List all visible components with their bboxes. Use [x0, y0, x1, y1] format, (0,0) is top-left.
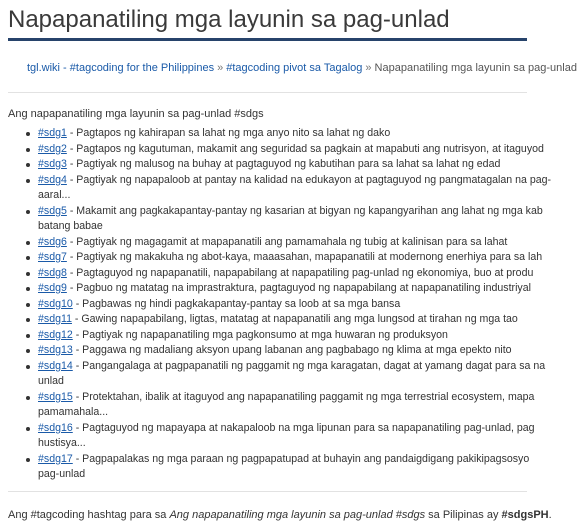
sdg-description: - Pagtiyak ng malusog na buhay at pagtaguyod ng kabutihan para sa lahat sa lahat ng edad: [66, 158, 501, 170]
sdg-description: - Makamit ang pagkakapantay-pantay ng kasarian at bigyan ng kapangyarihan ang lahat ng mga kab: [66, 204, 543, 217]
sdg-tag-link[interactable]: #sdg8: [38, 266, 67, 279]
sdg-description: - Gawing napapabilang, ligtas, matatag at napapanatili ang mga lungsod at tirahan ng mga tao: [71, 313, 518, 325]
footer-pre: Ang #tagcoding hashtag para sa: [8, 509, 170, 521]
sdg-description: - Pagtiyak ng napapanatiling mga pagkonsumo at mga huwaran ng produksyon: [72, 328, 448, 341]
sdg-description: - Pangangalaga at pagpapanatili ng paggamit ng mga karagatan, dagat at yamang dagat para sa na: [72, 359, 546, 372]
list-item: [38, 157, 527, 173]
list-item: [38, 142, 544, 158]
breadcrumb-separator: »: [365, 62, 372, 74]
footer-italic: Ang napapanatiling mga layunin sa pag-unlad #sdgs: [169, 509, 426, 521]
sdg-description: - Pagtiyak ng makakuha ng abot-kaya, maaasahan, mapapanatili at modernong enerhiya para sa lah: [66, 251, 543, 263]
list-item: [38, 266, 534, 282]
list-item: [38, 297, 527, 313]
title-underline: [8, 38, 527, 41]
breadcrumb-link-pivot[interactable]: #tagcoding pivot sa Tagalog: [226, 62, 363, 74]
sdg-description-continued: batang babae: [38, 220, 103, 232]
breadcrumb-separator: »: [217, 62, 224, 74]
divider: [8, 491, 527, 492]
list-item: [38, 359, 546, 390]
sdg-description: - Pagpapalakas ng mga paraan ng pagpapatupad at buhayin ang pandaigdigang pakikipagsosyo: [72, 452, 530, 465]
footer-hashtag: #sdgsPH: [501, 509, 549, 521]
footer-text: [8, 509, 552, 521]
sdg-description: - Pagtaguyod ng napapanatili, napapabilang at napapatiling pag-unlad ng ekonomiya, buo at produ: [66, 266, 534, 279]
sdg-tag-link[interactable]: #sdg16: [38, 421, 73, 434]
sdg-description: - Pagtaguyod ng mapayapa at nakapaloob na mga lipunan para sa napapanatiling pag-unlad, pag: [72, 421, 535, 434]
sdg-tag-link[interactable]: #sdg14: [38, 359, 73, 372]
sdg-tag-link[interactable]: #sdg5: [38, 204, 67, 217]
list-item: [38, 328, 527, 344]
page-title: Napapanatiling mga layunin sa pag-unlad: [8, 6, 450, 33]
list-item: [38, 250, 543, 266]
sdg-description: - Pagbawas ng hindi pagkakapantay-pantay sa loob at sa mga bansa: [72, 297, 401, 310]
intro-text: Ang napapanatiling mga layunin sa pag-unlad #sdgs: [8, 108, 264, 120]
breadcrumb: [27, 62, 577, 74]
list-item: [38, 343, 527, 359]
sdg-description-continued: pamamahala...: [38, 406, 109, 418]
sdg-tag-link[interactable]: #sdg10: [38, 297, 73, 310]
page-header: [0, 0, 527, 44]
list-item: [38, 281, 531, 297]
list-item: [38, 421, 535, 452]
sdg-tag-link[interactable]: #sdg1: [38, 127, 67, 139]
sdg-description-continued: unlad: [38, 375, 64, 387]
sdg-tag-link[interactable]: #sdg12: [38, 328, 73, 341]
sdg-tag-link[interactable]: #sdg7: [38, 251, 67, 263]
list-item: [38, 452, 530, 483]
sdg-description: - Pagtiyak ng napapaloob at pantay na kalidad na edukayon at pagtaguyod ng pangmatagalan na pag-: [66, 173, 552, 186]
sdg-tag-link[interactable]: #sdg4: [38, 173, 67, 186]
sdg-description: - Pagbuo ng matatag na imprastraktura, pagtaguyod ng napapabilang at napapanatiling industriyal: [66, 282, 531, 294]
list-item: [38, 173, 552, 204]
sdg-tag-link[interactable]: #sdg11: [38, 313, 72, 325]
sdg-tag-link[interactable]: #sdg2: [38, 142, 67, 155]
list-item: [38, 126, 527, 142]
list-item: [38, 312, 527, 328]
footer-mid: sa Pilipinas ay: [425, 509, 502, 521]
sdg-tag-link[interactable]: #sdg3: [38, 158, 67, 170]
sdg-description-continued: aaral...: [38, 189, 71, 201]
sdg-list: [38, 126, 552, 483]
sdg-description: - Pagtiyak ng magagamit at mapapanatili ang pamamahala ng tubig at kalinisan para sa lahat: [66, 235, 508, 248]
sdg-description-continued: hustisya...: [38, 437, 86, 449]
breadcrumb-link-home[interactable]: tgl.wiki - #tagcoding for the Philippines: [27, 62, 215, 74]
sdg-tag-link[interactable]: #sdg15: [38, 390, 73, 403]
sdg-description-continued: pag-unlad: [38, 468, 86, 480]
sdg-tag-link[interactable]: #sdg9: [38, 282, 67, 294]
sdg-tag-link[interactable]: #sdg6: [38, 235, 67, 248]
footer-post: .: [548, 509, 552, 521]
sdg-tag-link[interactable]: #sdg17: [38, 452, 73, 465]
list-item: [38, 235, 527, 251]
sdg-description: - Protektahan, ibalik at itaguyod ang napapanatiling paggamit ng mga terrestrial ecosystem, mapa: [72, 390, 535, 403]
sdg-description: - Pagtapos ng kahirapan sa lahat ng mga anyo nito sa lahat ng dako: [66, 127, 391, 139]
breadcrumb-current: Napapanatiling mga layunin sa pag-unlad: [374, 62, 577, 74]
sdg-tag-link[interactable]: #sdg13: [38, 344, 73, 356]
sdg-description: - Paggawa ng madaliang aksyon upang labanan ang pagbabago ng klima at mga epekto nito: [72, 344, 512, 356]
sdg-description: - Pagtapos ng kagutuman, makamit ang seguridad sa pagkain at mapabuti ang nutrisyon, at itaguyod: [66, 142, 544, 155]
list-item: [38, 390, 535, 421]
divider: [8, 92, 527, 93]
list-item: [38, 204, 543, 235]
